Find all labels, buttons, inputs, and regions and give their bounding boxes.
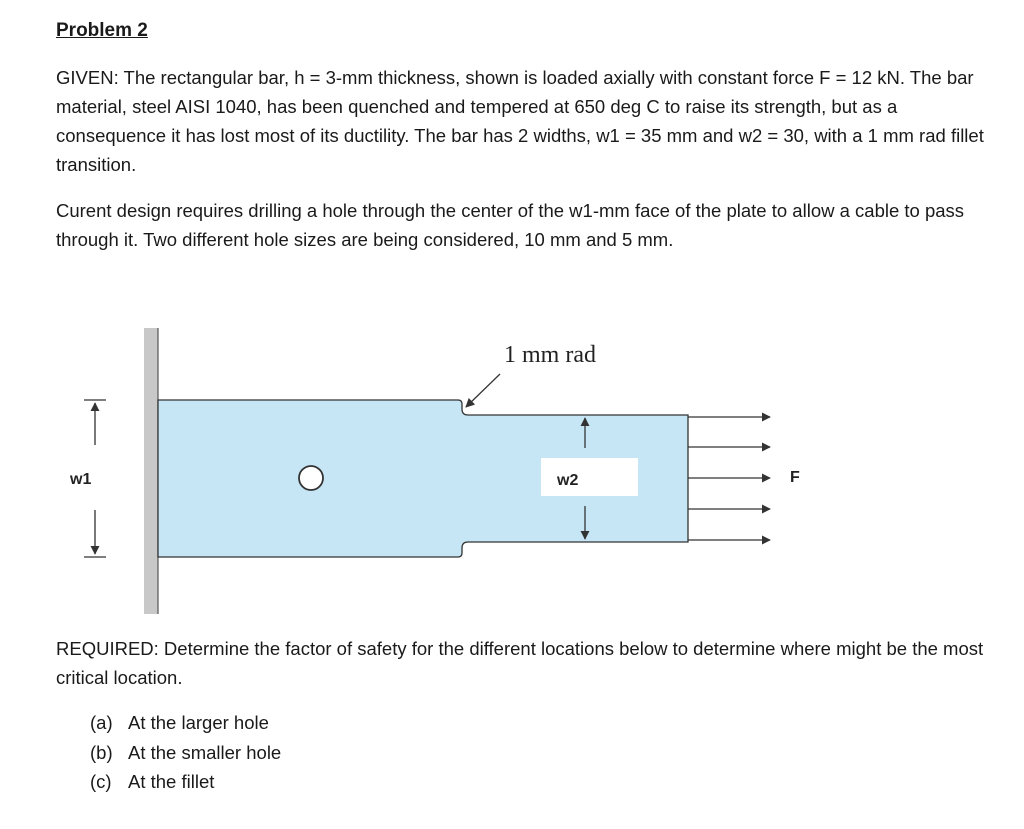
given-paragraph: GIVEN: The rectangular bar, h = 3-mm thickness, shown is loaded axially with constant force F = 12 kN. The bar material, steel AISI 1040, has been quenched and tempered at 650 deg C to raise its strength, but as a consequence it has lost most of its ductility. The bar has 2 widths, w1 = 35 mm and w2 = 30, with a 1 mm rad fillet transition.: [56, 67, 984, 175]
list-item: [90, 767, 281, 797]
part-label: (c): [90, 771, 112, 792]
part-label: (b): [90, 741, 113, 763]
fillet-label: 1 mm rad: [504, 342, 596, 368]
bar-figure: [0, 320, 1024, 620]
problem-title: Problem 2: [56, 20, 148, 41]
part-text: At the smaller hole: [128, 741, 282, 763]
w1-label: w1: [70, 471, 92, 488]
w2-label-box: [541, 458, 638, 496]
required-paragraph: REQUIRED: Determine the factor of safety for the different locations below to determine where might be the most critical location.: [56, 638, 984, 688]
list-item: [90, 708, 281, 738]
part-text: At the larger hole: [128, 712, 269, 733]
fixed-wall: [144, 328, 158, 614]
w2-label: w2: [557, 472, 579, 489]
force-label: F: [790, 469, 800, 486]
parts-list: [90, 708, 281, 797]
current-design-paragraph: Curent design requires drilling a hole through the center of the w1-mm face of the plate to allow a cable to pass through it. Two different hole sizes are being considered, 10 mm and 5 mm.: [56, 200, 965, 250]
fillet-leader: [466, 374, 500, 407]
part-label: (a): [90, 712, 113, 733]
part-text: At the fillet: [128, 771, 215, 792]
hole: [299, 466, 323, 490]
list-item: [90, 738, 281, 768]
